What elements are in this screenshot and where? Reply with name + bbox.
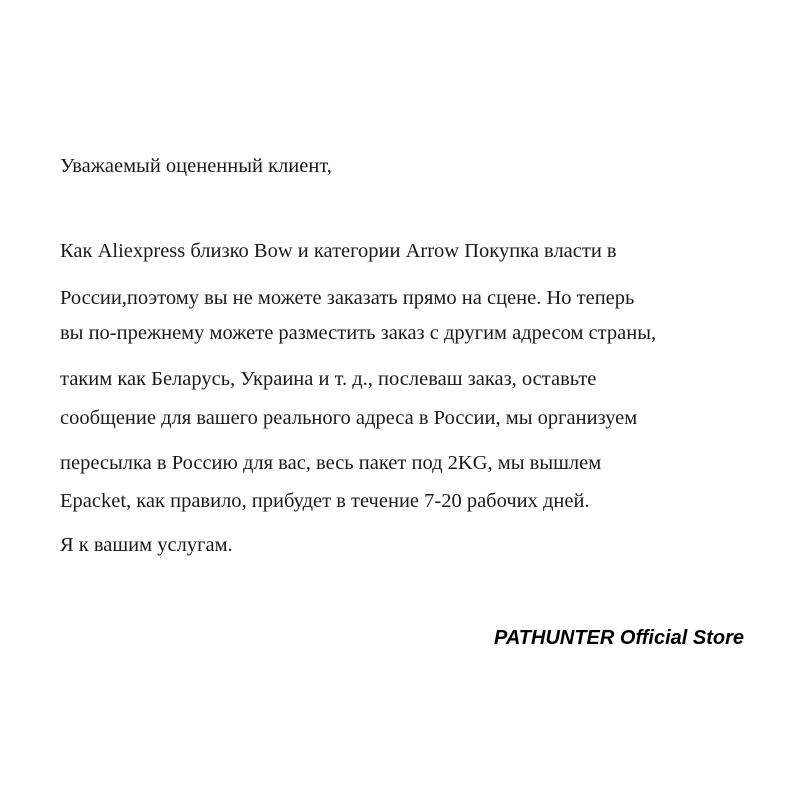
letter-line: сообщение для вашего реального адреса в России, мы организуем: [60, 407, 638, 429]
store-signature: PATHUNTER Official Store: [493, 627, 744, 649]
letter-line: России,поэтому вы не можете заказать прямо на сцене. Но теперь: [60, 287, 635, 309]
letter-line: таким как Беларусь, Украина и т. д., послеваш заказ, оставьте: [60, 368, 597, 390]
letter-line: Как Aliexpress близко Bow и категории Arrow Покупка власти в: [60, 240, 617, 262]
letter-closing: Я к вашим услугам.: [60, 534, 233, 556]
letter-greeting: Уважаемый оцененный клиент,: [60, 155, 332, 177]
letter-line: пересылка в Россию для вас, весь пакет под 2KG, мы вышлем: [60, 452, 602, 474]
letter-line: вы по-прежнему можете разместить заказ с другим адресом страны,: [60, 322, 657, 344]
letter-line: Epacket, как правило, прибудет в течение 7-20 рабочих дней.: [60, 490, 590, 512]
